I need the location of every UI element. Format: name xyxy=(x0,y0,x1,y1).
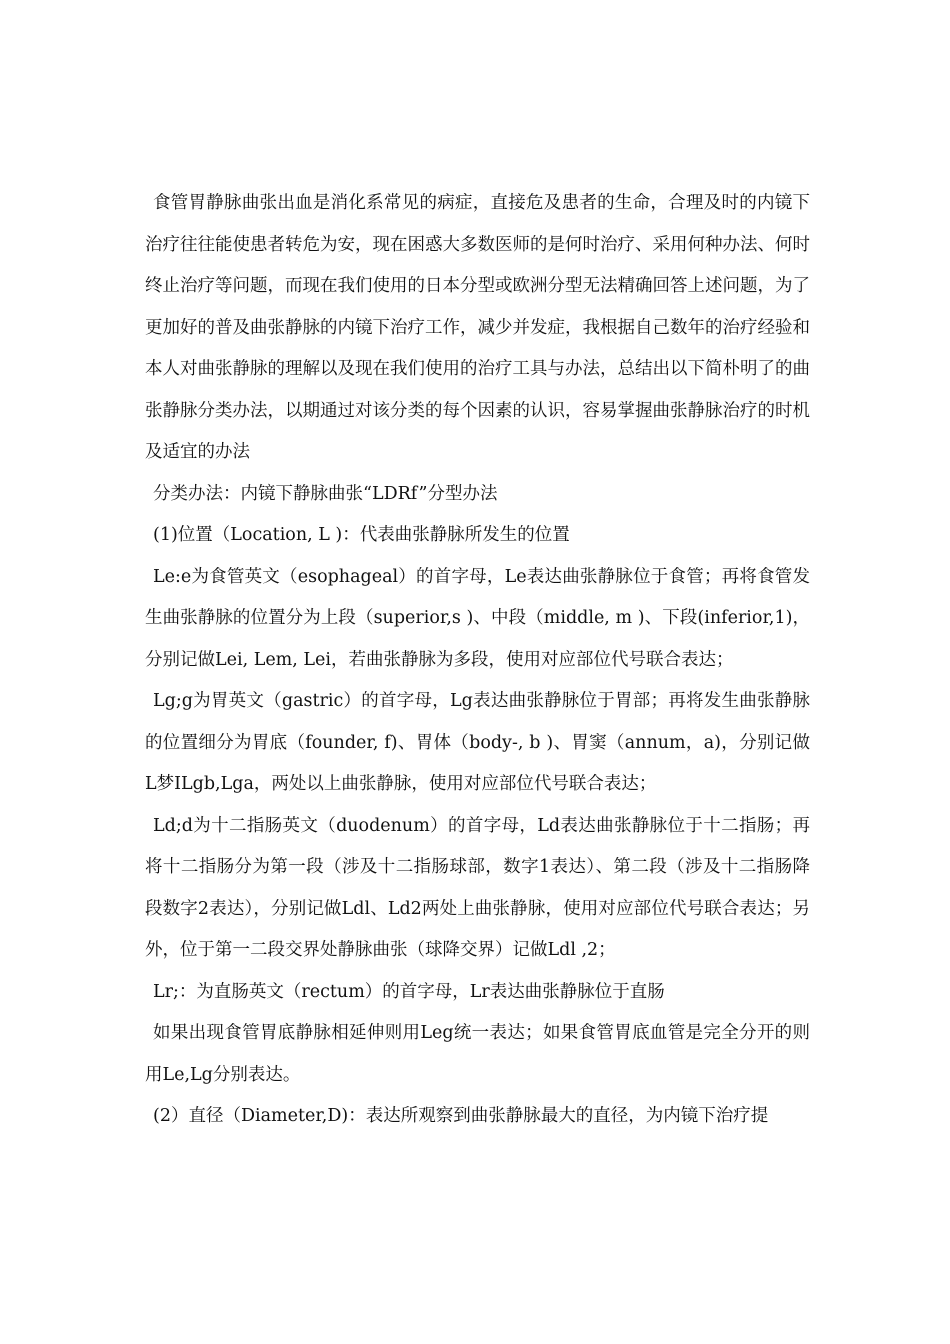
rectum-paragraph: Lr;：为直肠英文（rectum）的首字母，Lr表达曲张静脉位于直肠 xyxy=(153,981,665,1002)
diameter-heading: (2）直径（Diameter,D)：表达所观察到曲张静脉最大的直径，为内镜下治疗提 xyxy=(153,1106,769,1126)
document-body xyxy=(145,183,810,1138)
stomach-paragraph: Lg;g为胃英文（gastric）的首字母，Lg表达曲张静脉位于胃部；再将发生曲张静脉的位置细分为胃底（founder, f)、胃体（body-, b )、胃窦（annum，a)，分别记做L梦ILgb,Lga，两处以上曲张静脉，使用对应部位代号联合表达； xyxy=(145,691,810,794)
location-heading: (1)位置（Location, L )：代表曲张静脉所发生的位置 xyxy=(153,525,570,545)
classification-heading: 分类办法：内镜下静脉曲张“LDRf”分型办法 xyxy=(153,483,498,504)
continuation-note-paragraph: 如果出现食管胃底静脉相延伸则用Leg统一表达；如果食管胃底血管是完全分开的则用Le,Lg分别表达。 xyxy=(145,1023,810,1085)
esophagus-paragraph: Le:e为食管英文（esophageal）的首字母，Le表达曲张静脉位于食管；再将食管发生曲张静脉的位置分为上段（superior,s )、中段（middle, m )、下段(inferior,1)，分别记做Lei, Lem, Lei，若曲张静脉为多段，使用对应部位代号联合表达； xyxy=(145,566,810,670)
duodenum-paragraph: Ld;d为十二指肠英文（duodenum）的首字母，Ld表达曲张静脉位于十二指肠；再将十二指肠分为第一段（涉及十二指肠球部，数字1表达）、第二段（涉及十二指肠降段数字2表达），分别记做Ldl、Ld2两处上曲张静脉，使用对应部位代号联合表达；另外，位于第一二段交界处静脉曲张（球降交界）记做Ldl ,2； xyxy=(145,815,810,960)
intro-paragraph: 食管胃静脉曲张出血是消化系常见的病症，直接危及患者的生命，合理及时的内镜下治疗往往能使患者转危为安，现在困惑大多数医师的是何时治疗、采用何种办法、何时终止治疗等问题，而现在我们使用的日本分型或欧洲分型无法精确回答上述问题，为了更加好的普及曲张静脉的内镜下治疗工作，减少并发症，我根据自己数年的治疗经验和本人对曲张静脉的理解以及现在我们使用的治疗工具与办法，总结出以下简朴明了的曲张静脉分类办法，以期通过对该分类的每个因素的认识，容易掌握曲张静脉治疗的时机及适宜的办法 xyxy=(145,193,810,462)
